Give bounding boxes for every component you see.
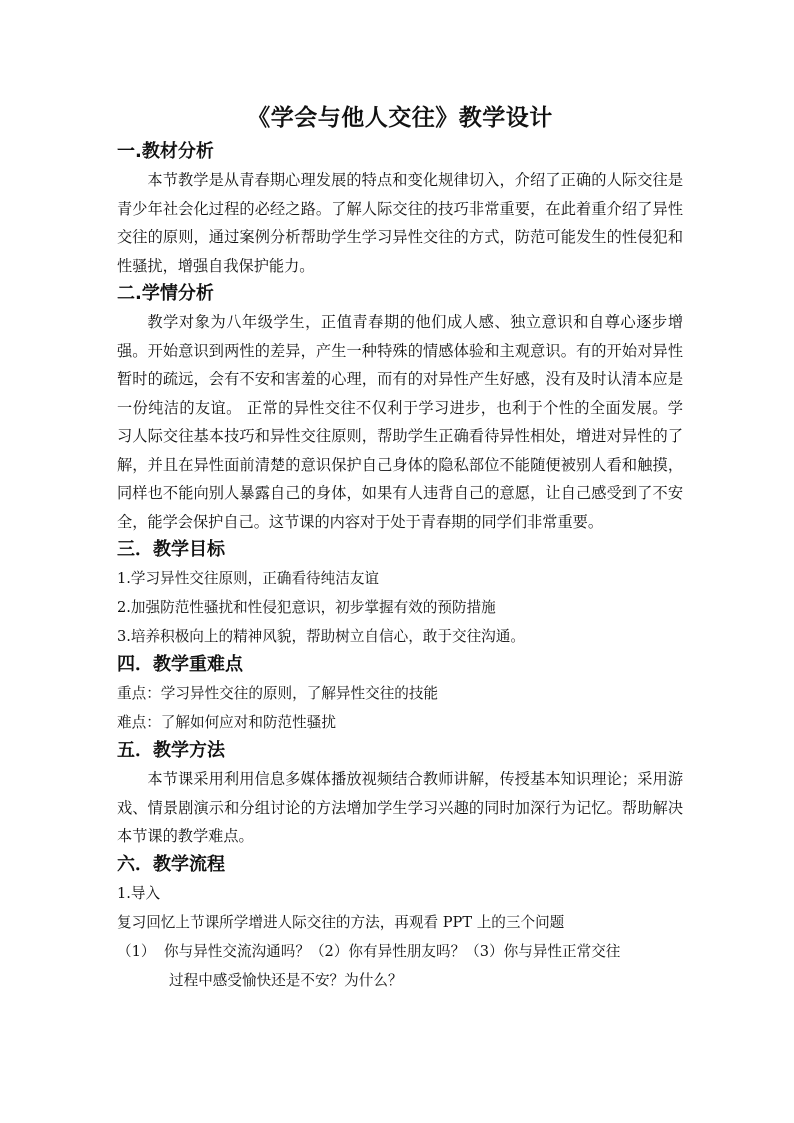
section-body-materials: 本节教学是从青春期心理发展的特点和变化规律切入，介绍了正确的人际交往是青少年社会化过程的必经之路。了解人际交往的技巧非常重要，在此着重介绍了异性交往的原则，通过案例分析帮助学生学习异性交往的方式，防范可能发生的性侵犯和性骚扰，增强自我保护能力。 [117, 171, 683, 275]
questions-text-1: 你与异性交流沟通吗？（2）你有异性朋友吗？（3）你与异性正常交往 [164, 942, 621, 960]
objective-item-2: 2.加强防范性骚扰和性侵犯意识，初步掌握有效的预防措施 [117, 599, 496, 616]
section-heading-process: 六．教学流程 [117, 853, 225, 875]
objective-item-3: 3.培养积极向上的精神风貌，帮助树立自信心，敢于交往沟通。 [117, 628, 525, 645]
objective-item-1: 1.学习异性交往原则，正确看待纯洁友谊 [117, 570, 380, 587]
key-point-focus: 重点：学习异性交往的原则，了解异性交往的技能 [117, 685, 439, 702]
process-step-intro: 1.导入 [117, 884, 161, 902]
document-title: 《学会与他人交往》教学设计 [247, 104, 553, 131]
section-heading-methods: 五．教学方法 [117, 740, 225, 761]
section-body-methods: 本节课采用利用信息多媒体播放视频结合教师讲解，传授基本知识理论；采用游戏、情景剧演示和分组讨论的方法增加学生学习兴趣的同时加深行为记忆。帮助解决本节课的教学难点。 [117, 770, 683, 845]
section-heading-objectives: 三．教学目标 [117, 539, 225, 560]
section-heading-key-points: 四．教学重难点 [117, 654, 243, 675]
process-questions-line-2: 过程中感受愉快还是不安？为什么？ [169, 971, 403, 989]
section-heading-materials: 一.教材分析 [117, 141, 214, 162]
question-number: （1） [117, 942, 156, 960]
process-review-text: 复习回忆上节课所学增进人际交往的方法，再观看 PPT 上的三个问题 [117, 913, 565, 931]
key-point-difficulty: 难点：了解如何应对和防范性骚扰 [117, 714, 336, 731]
section-heading-students: 二.学情分析 [117, 283, 214, 304]
process-questions-line-1 [117, 937, 683, 966]
document-page [117, 100, 683, 995]
section-body-students: 教学对象为八年级学生，正值青春期的他们成人感、独立意识和自尊心逐步增强。开始意识到两性的差异，产生一种特殊的情感体验和主观意识。有的开始对异性暂时的疏远，会有不安和害羞的心理，而有的对异性产生好感，没有及时认清本应是一份纯洁的友谊。 正常的异性交往不仅利于学习进步，也利于个性的全面发展。学习人际交往基本技巧和异性交往原则，帮助学生正确看待异性相处，增进对异性的了解，并且在异性面前清楚的意识保护自己身体的隐私部位不能随便被别人看和触摸，同样也不能向别人暴露自己的身体，如果有人违背自己的意愿，让自己感受到了不安全，能学会保护自己。这节课的内容对于处于青春期的同学们非常重要。 [117, 313, 683, 531]
